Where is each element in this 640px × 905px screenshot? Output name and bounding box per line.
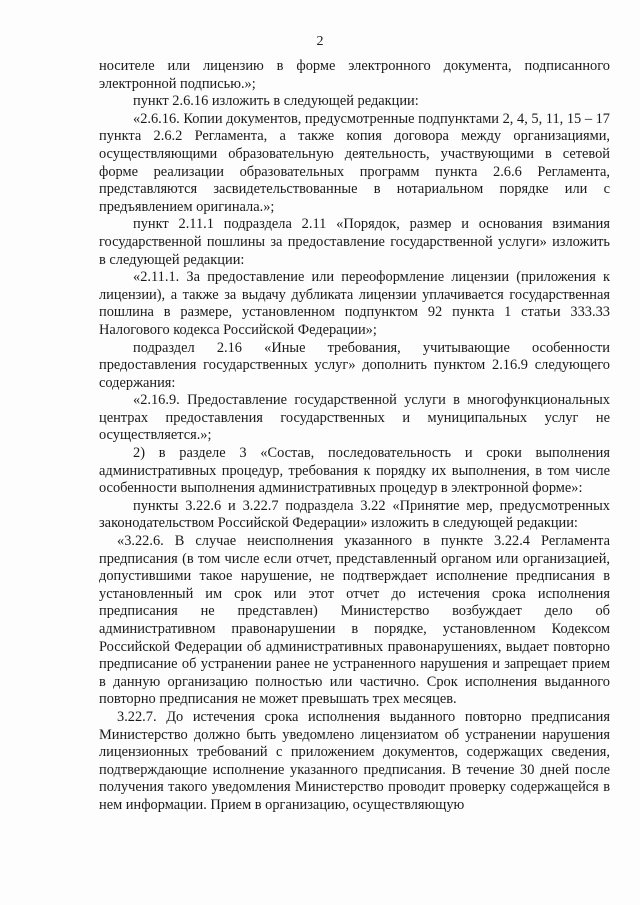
paragraph-items-3-22-intro: пункты 3.22.6 и 3.22.7 подраздела 3.22 «Принятие мер, предусмотренных законодательством Российской Федерации» изложить в следующей редакции:: [99, 497, 610, 532]
paragraph-item-2-6-16: «2.6.16. Копии документов, предусмотренные подпунктами 2, 4, 5, 11, 15 – 17 пункта 2.6.2 Регламента, а также копия договора между организациями, осуществляющими образовательную деятельность, участвующими в сетевой форме реализации образовательных программ пункта 2.6.6 Регламента, представляются засвидетельствованные в нотариальном порядке или с предъявлением оригинала.»;: [99, 110, 611, 215]
paragraph-section-3: 2) в разделе 3 «Состав, последовательность и сроки выполнения административных процедур, требования к порядку их выполнения, в том числе особенности выполнения административных процедур в электронной форме»:: [99, 445, 610, 497]
paragraph-item-2-16-9: «2.16.9. Предоставление государственной услуги в многофункциональных центрах предоставления государственных и муниципальных услуг не осуществляется.»;: [99, 392, 610, 444]
paragraph-item-2-11-1-intro: пункт 2.11.1 подраздела 2.11 «Порядок, размер и основания взимания государственной пошлины за предоставление государственной услуги» изложить в следующей редакции:: [99, 216, 610, 268]
paragraph-item-2-6-16-intro: пункт 2.6.16 изложить в следующей редакции:: [133, 93, 419, 110]
paragraph-item-3-22-7: 3.22.7. До истечения срока исполнения выданного повторно предписания Министерство должно быть уведомлено лицензиатом об устранении нарушения лицензионных требований с приложением документов, содержащих сведения, подтверждающие исполнение указанного предписания. В течение 30 дней после получения такого уведомления Министерство проводит проверку содержащейся в нем информации. Прием в организацию, осуществляющую: [99, 708, 610, 813]
paragraph-item-3-22-6: «3.22.6. В случае неисполнения указанного в пункте 3.22.4 Регламента предписания (в том числе если отчет, представленный органом или организацией, допустившими такое нарушение, не подтверждает исполнение предписания в установленный им срок или этот отчет до истечения срока исполнения предписания не представлен) Министерство возбуждает дело об административном правонарушении в порядке, установленном Кодексом Российской Федерации об административных правонарушениях, выдает повторно предписание об устранении ранее не устраненного нарушения и запрещает прием в данную организацию полностью или частично. Срок исполнения выданного повторно предписания не может превышать трех месяцев.: [99, 533, 610, 708]
paragraph-subsection-2-16: подраздел 2.16 «Иные требования, учитывающие особенности предоставления государственных услуг» дополнить пунктом 2.16.9 следующего содержания:: [99, 339, 610, 391]
paragraph-continuation: носителе или лицензию в форме электронного документа, подписанного электронной подписью.»;: [99, 58, 610, 92]
page-number: 2: [316, 34, 324, 49]
document-body: [99, 58, 610, 815]
paragraph-item-2-11-1: «2.11.1. За предоставление или переоформление лицензии (приложения к лицензии), а также за выдачу дубликата лицензии уплачивается государственная пошлина в размере, установленном подпунктом 92 пункта 1 статьи 333.33 Налогового кодекса Российской Федерации»;: [99, 269, 610, 338]
